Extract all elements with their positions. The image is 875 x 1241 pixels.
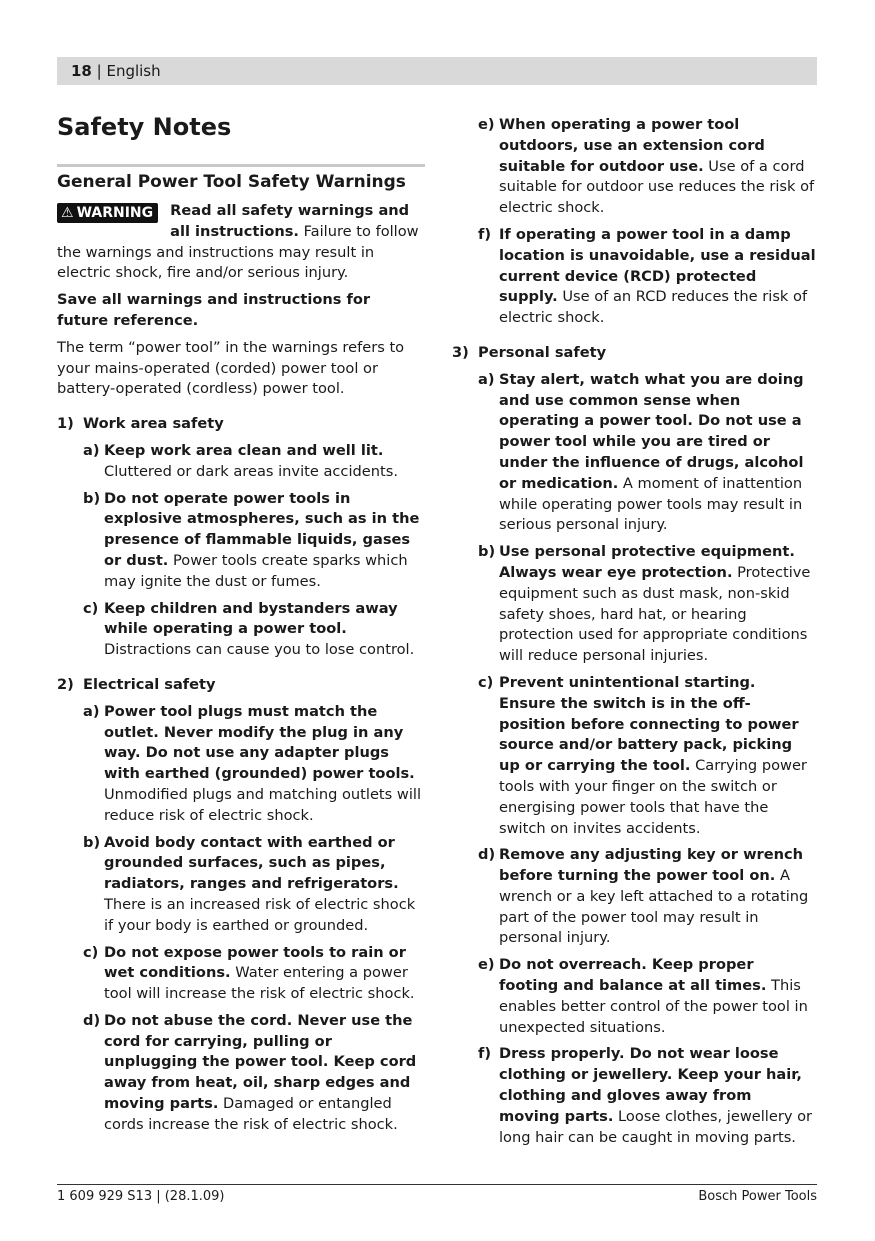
item-text: Unmodified plugs and matching outlets will reduce risk of electric shock. (104, 785, 421, 824)
item-bold: When operating a power tool outdoors, use an extension cord suitable for outdoor use. (499, 116, 765, 175)
list-item (57, 599, 425, 661)
item-text: Cluttered or dark areas invite accidents. (104, 462, 398, 480)
item-bold: Do not operate power tools in explosive atmospheres, such as in the presence of flammable liquids, gases or dust. (104, 489, 420, 569)
section-title: Personal safety (478, 343, 607, 361)
item-label: a) (83, 702, 100, 720)
item-bold: Do not overreach. Keep proper footing and balance at all times. (499, 956, 767, 995)
list-item (57, 702, 425, 827)
item-label: f) (478, 1045, 492, 1063)
list-item (452, 673, 817, 839)
list-item (452, 370, 817, 536)
warning-triangle-icon: ⚠ (61, 205, 74, 221)
item-text: Protective equipment such as dust mask, non-skid safety shoes, hard hat, or hearing protection used for appropriate conditions will reduce personal injuries. (499, 563, 811, 665)
list-item (57, 1011, 425, 1136)
item-bold: Prevent unintentional starting. Ensure the switch is in the off-position before connecting to power source and/or battery pack, picking up or carrying the tool. (499, 673, 799, 775)
item-label: a) (83, 441, 100, 459)
title-divider (57, 164, 425, 167)
list-item (452, 845, 817, 949)
list-item (452, 1044, 817, 1148)
section-title: Electrical safety (83, 675, 216, 693)
item-bold: Keep work area clean and well lit. (104, 441, 384, 459)
item-text: Water entering a power tool will increase the risk of electric shock. (104, 964, 415, 1003)
item-bold: Stay alert, watch what you are doing and use common sense when operating a power tool. Do not use a power tool while you are tired or under the influence of drugs, alcohol or medication. (499, 370, 804, 492)
list-item (452, 542, 817, 667)
item-bold: Keep children and bystanders away while operating a power tool. (104, 599, 398, 638)
item-label: e) (478, 116, 495, 133)
footer-divider (57, 1184, 817, 1185)
item-label: c) (83, 943, 99, 961)
item-label: d) (478, 846, 496, 864)
footer-doc-number: 1 609 929 S13 | (28.1.09) (57, 1189, 225, 1204)
item-label: e) (478, 956, 495, 974)
list-item (452, 955, 817, 1038)
item-text: A moment of inattention while operating power tools may result in serious personal injury. (499, 474, 803, 534)
item-bold: Dress properly. Do not wear loose clothing or jewellery. Keep your hair, clothing and gloves away from moving parts. (499, 1045, 802, 1125)
section-3-heading (452, 343, 817, 364)
section-2-heading (57, 675, 425, 696)
warning-block (57, 201, 425, 284)
section-number: 3) (452, 343, 469, 361)
item-bold: Power tool plugs must match the outlet. Never modify the plug in any way. Do not use any adapter plugs with earthed (grounded) power tools. (104, 702, 415, 783)
item-label: c) (83, 599, 99, 617)
item-text: Use of a cord suitable for outdoor use reduces the risk of electric shock. (499, 157, 815, 217)
item-label: a) (478, 370, 495, 388)
list-item (452, 115, 817, 219)
section-title: Work area safety (83, 415, 224, 433)
list-item (57, 833, 425, 937)
warning-text: Failure to follow the warnings and instructions may result in electric shock, fire and/or serious injury. (57, 222, 419, 282)
item-bold: Use personal protective equipment. Always wear eye protection. (499, 543, 795, 581)
item-bold: Remove any adjusting key or wrench before turning the power tool on. (499, 846, 804, 885)
page-number: 18 (71, 62, 92, 80)
page-header (57, 57, 817, 85)
item-text: Distractions can cause you to lose control. (104, 641, 415, 659)
item-text: There is an increased risk of electric shock if your body is earthed or grounded. (104, 895, 416, 934)
save-note-text: Save all warnings and instructions for future reference. (57, 291, 371, 329)
item-bold: If operating a power tool in a damp location is unavoidable, use a residual current device (RCD) protected supply. (499, 225, 816, 306)
page-title: Safety Notes (57, 113, 232, 141)
term-note: The term “power tool” in the warnings refers to your mains-operated (corded) power tool or battery-operated (cordless) power tool. (57, 338, 405, 398)
item-text: Loose clothes, jewellery or long hair can be caught in moving parts. (499, 1107, 813, 1146)
save-note (57, 290, 425, 332)
footer-brand: Bosch Power Tools (698, 1189, 817, 1204)
item-bold: Avoid body contact with earthed or grounded surfaces, such as pipes, radiators, ranges and refrigerators. (104, 833, 399, 893)
section-1-heading (57, 414, 425, 435)
item-bold: Do not abuse the cord. Never use the cord for carrying, pulling or unplugging the power tool. Keep cord away from heat, oil, sharp edges and moving parts. (104, 1011, 417, 1113)
item-label: b) (478, 543, 496, 561)
list-item (452, 225, 817, 329)
item-text: Damaged or entangled cords increase the risk of electric shock. (104, 1095, 398, 1133)
list-item (57, 441, 425, 483)
list-item (57, 943, 425, 1005)
section-number: 1) (57, 415, 74, 433)
warning-bold-text: Read all safety warnings and all instructions. (170, 202, 410, 240)
warning-badge (57, 203, 158, 223)
item-text: A wrench or a key left attached to a rotating part of the power tool may result in personal injury. (499, 867, 809, 947)
item-label: f) (478, 225, 492, 243)
item-label: d) (83, 1011, 101, 1029)
section-heading: General Power Tool Safety Warnings (57, 172, 406, 192)
left-column (57, 112, 425, 1136)
item-label: b) (83, 833, 101, 851)
item-text: Use of an RCD reduces the risk of electric shock. (499, 288, 808, 327)
item-label: b) (83, 489, 101, 507)
section-number: 2) (57, 675, 74, 693)
item-text: Power tools create sparks which may ignite the dust or fumes. (104, 551, 408, 590)
warning-badge-text: WARNING (76, 205, 154, 221)
item-label: c) (478, 673, 494, 691)
right-column (452, 115, 817, 1148)
item-text: Carrying power tools with your finger on the switch or energising power tools that have the switch on invites accidents. (499, 757, 807, 837)
list-item (57, 489, 425, 593)
header-separator: | (91, 62, 107, 80)
item-bold: Do not expose power tools to rain or wet conditions. (104, 943, 406, 982)
header-language: English (106, 62, 161, 80)
item-text: This enables better control of the power tool in unexpected situations. (499, 977, 808, 1036)
